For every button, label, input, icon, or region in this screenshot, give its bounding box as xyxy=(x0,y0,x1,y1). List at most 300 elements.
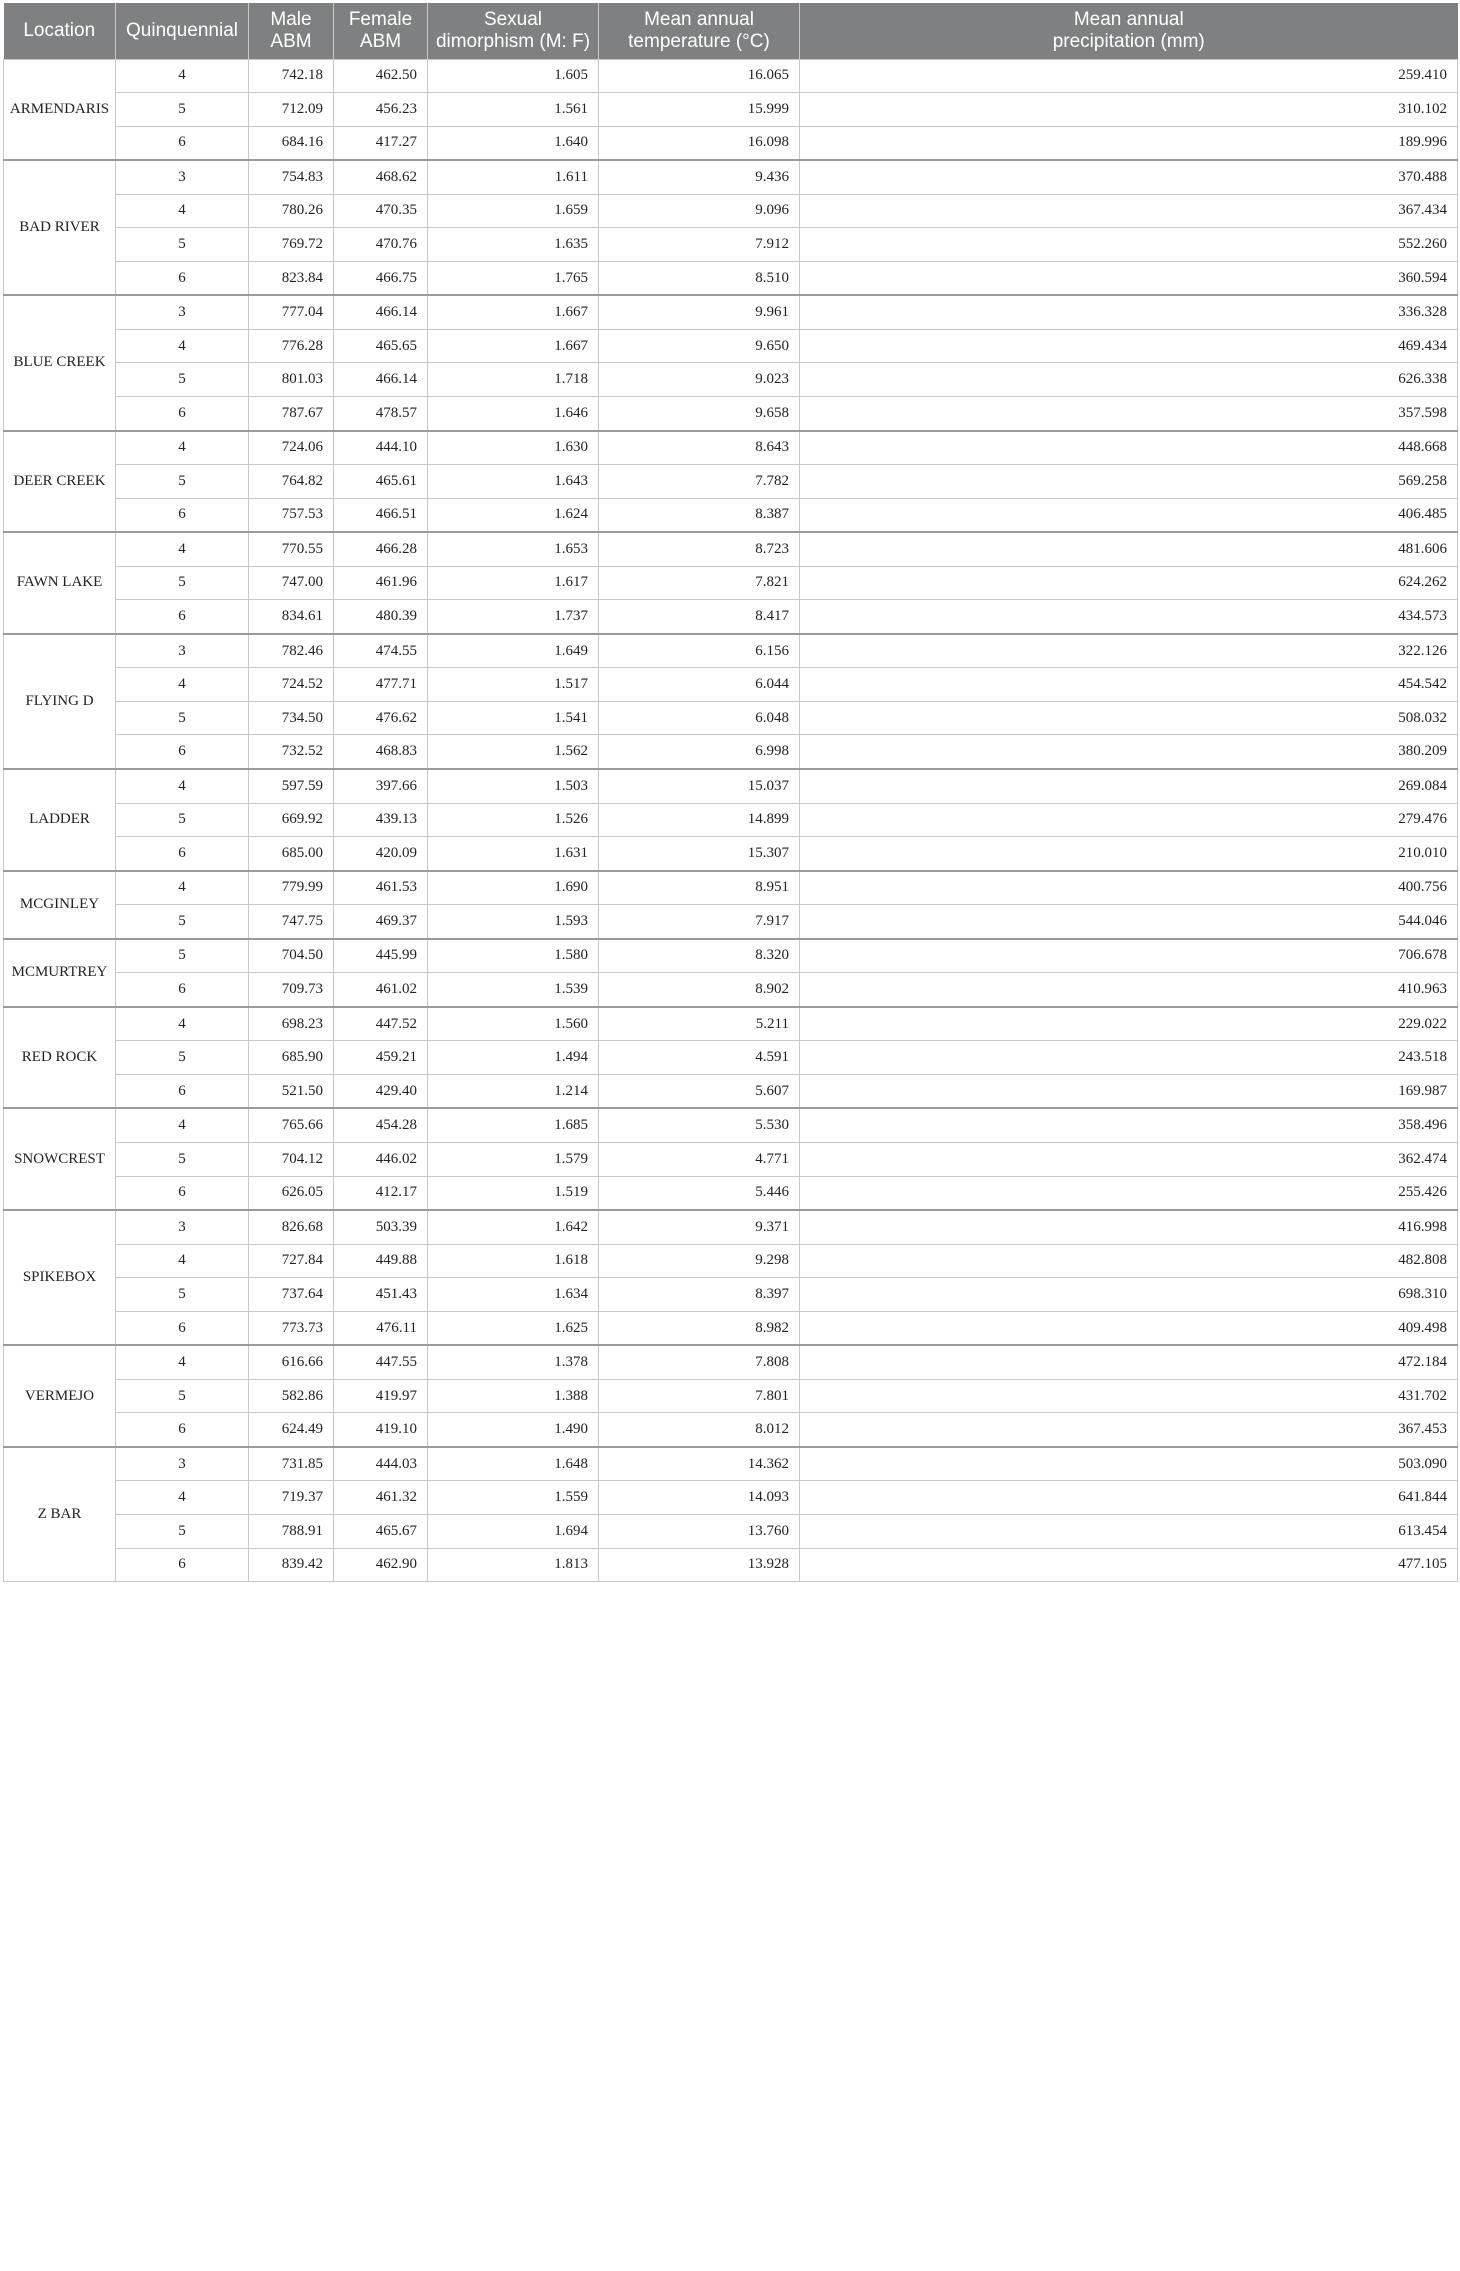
table-row xyxy=(4,973,1458,1007)
location-cell: ARMENDARIS xyxy=(4,59,116,160)
male-abm-cell: 787.67 xyxy=(249,396,334,430)
precipitation-cell: 380.209 xyxy=(800,735,1458,769)
quinquennial-cell: 5 xyxy=(116,93,249,127)
location-cell: SNOWCREST xyxy=(4,1108,116,1210)
female-abm-cell: 444.03 xyxy=(334,1447,428,1481)
quinquennial-cell: 5 xyxy=(116,701,249,735)
dimorphism-cell: 1.631 xyxy=(428,837,599,871)
temperature-cell: 8.397 xyxy=(599,1278,800,1312)
table-row xyxy=(4,803,1458,837)
female-abm-cell: 478.57 xyxy=(334,396,428,430)
male-abm-cell: 839.42 xyxy=(249,1548,334,1582)
table-row xyxy=(4,1481,1458,1515)
female-abm-cell: 466.14 xyxy=(334,295,428,329)
table-row xyxy=(4,396,1458,430)
precipitation-cell: 477.105 xyxy=(800,1548,1458,1582)
female-abm-cell: 439.13 xyxy=(334,803,428,837)
precipitation-cell: 706.678 xyxy=(800,939,1458,973)
precipitation-cell: 544.046 xyxy=(800,905,1458,939)
temperature-cell: 4.771 xyxy=(599,1143,800,1177)
female-abm-cell: 397.66 xyxy=(334,769,428,803)
female-abm-cell: 449.88 xyxy=(334,1244,428,1278)
quinquennial-cell: 6 xyxy=(116,1176,249,1210)
male-abm-cell: 719.37 xyxy=(249,1481,334,1515)
temperature-cell: 16.098 xyxy=(599,126,800,160)
quinquennial-cell: 6 xyxy=(116,498,249,532)
male-abm-cell: 685.90 xyxy=(249,1041,334,1075)
temperature-cell: 8.387 xyxy=(599,498,800,532)
male-abm-cell: 742.18 xyxy=(249,59,334,93)
table-row xyxy=(4,261,1458,295)
location-cell: Z BAR xyxy=(4,1447,116,1582)
dimorphism-cell: 1.517 xyxy=(428,668,599,702)
male-abm-cell: 582.86 xyxy=(249,1379,334,1413)
table-row xyxy=(4,1041,1458,1075)
precipitation-cell: 279.476 xyxy=(800,803,1458,837)
female-abm-cell: 459.21 xyxy=(334,1041,428,1075)
male-abm-cell: 732.52 xyxy=(249,735,334,769)
male-abm-cell: 704.50 xyxy=(249,939,334,973)
female-abm-cell: 461.02 xyxy=(334,973,428,1007)
dimorphism-cell: 1.618 xyxy=(428,1244,599,1278)
precipitation-cell: 434.573 xyxy=(800,600,1458,634)
female-abm-cell: 429.40 xyxy=(334,1074,428,1108)
female-abm-cell: 465.67 xyxy=(334,1515,428,1549)
dimorphism-cell: 1.653 xyxy=(428,532,599,566)
male-abm-cell: 764.82 xyxy=(249,465,334,499)
precipitation-cell: 481.606 xyxy=(800,532,1458,566)
dimorphism-cell: 1.813 xyxy=(428,1548,599,1582)
temperature-cell: 13.760 xyxy=(599,1515,800,1549)
temperature-cell: 14.362 xyxy=(599,1447,800,1481)
table-row xyxy=(4,1108,1458,1142)
table-row xyxy=(4,837,1458,871)
quinquennial-cell: 4 xyxy=(116,1244,249,1278)
male-abm-cell: 754.83 xyxy=(249,160,334,194)
quinquennial-cell: 4 xyxy=(116,1007,249,1041)
quinquennial-cell: 6 xyxy=(116,126,249,160)
dimorphism-cell: 1.526 xyxy=(428,803,599,837)
precipitation-cell: 243.518 xyxy=(800,1041,1458,1075)
quinquennial-cell: 5 xyxy=(116,803,249,837)
temperature-cell: 7.912 xyxy=(599,228,800,262)
temperature-cell: 14.899 xyxy=(599,803,800,837)
precipitation-cell: 362.474 xyxy=(800,1143,1458,1177)
female-abm-cell: 469.37 xyxy=(334,905,428,939)
dimorphism-cell: 1.580 xyxy=(428,939,599,973)
data-table xyxy=(3,3,1458,1582)
location-cell: LADDER xyxy=(4,769,116,871)
male-abm-cell: 834.61 xyxy=(249,600,334,634)
table-row xyxy=(4,1345,1458,1379)
table-header xyxy=(4,3,1458,59)
column-header-quinquennial: Quinquennial xyxy=(116,3,249,59)
table-row xyxy=(4,735,1458,769)
precipitation-cell: 641.844 xyxy=(800,1481,1458,1515)
table-row xyxy=(4,1176,1458,1210)
temperature-cell: 8.982 xyxy=(599,1311,800,1345)
quinquennial-cell: 6 xyxy=(116,1548,249,1582)
temperature-cell: 8.320 xyxy=(599,939,800,973)
location-cell: SPIKEBOX xyxy=(4,1210,116,1345)
dimorphism-cell: 1.625 xyxy=(428,1311,599,1345)
table-row xyxy=(4,126,1458,160)
male-abm-cell: 779.99 xyxy=(249,871,334,905)
quinquennial-cell: 5 xyxy=(116,566,249,600)
location-cell: MCGINLEY xyxy=(4,871,116,939)
female-abm-cell: 480.39 xyxy=(334,600,428,634)
female-abm-cell: 466.51 xyxy=(334,498,428,532)
quinquennial-cell: 4 xyxy=(116,431,249,465)
header-row xyxy=(4,3,1458,59)
male-abm-cell: 780.26 xyxy=(249,194,334,228)
precipitation-cell: 454.542 xyxy=(800,668,1458,702)
male-abm-cell: 616.66 xyxy=(249,1345,334,1379)
column-header-location: Location xyxy=(4,3,116,59)
quinquennial-cell: 5 xyxy=(116,228,249,262)
male-abm-cell: 521.50 xyxy=(249,1074,334,1108)
precipitation-cell: 210.010 xyxy=(800,837,1458,871)
female-abm-cell: 474.55 xyxy=(334,634,428,668)
temperature-cell: 9.658 xyxy=(599,396,800,430)
female-abm-cell: 465.61 xyxy=(334,465,428,499)
temperature-cell: 9.436 xyxy=(599,160,800,194)
quinquennial-cell: 5 xyxy=(116,1278,249,1312)
quinquennial-cell: 6 xyxy=(116,735,249,769)
female-abm-cell: 419.97 xyxy=(334,1379,428,1413)
precipitation-cell: 360.594 xyxy=(800,261,1458,295)
quinquennial-cell: 4 xyxy=(116,59,249,93)
temperature-cell: 14.093 xyxy=(599,1481,800,1515)
quinquennial-cell: 6 xyxy=(116,1413,249,1447)
quinquennial-cell: 4 xyxy=(116,194,249,228)
table-row xyxy=(4,431,1458,465)
female-abm-cell: 445.99 xyxy=(334,939,428,973)
table-row xyxy=(4,363,1458,397)
male-abm-cell: 776.28 xyxy=(249,329,334,363)
temperature-cell: 8.510 xyxy=(599,261,800,295)
quinquennial-cell: 5 xyxy=(116,1379,249,1413)
table-row xyxy=(4,59,1458,93)
precipitation-cell: 255.426 xyxy=(800,1176,1458,1210)
dimorphism-cell: 1.378 xyxy=(428,1345,599,1379)
temperature-cell: 8.643 xyxy=(599,431,800,465)
quinquennial-cell: 4 xyxy=(116,1345,249,1379)
female-abm-cell: 462.50 xyxy=(334,59,428,93)
dimorphism-cell: 1.593 xyxy=(428,905,599,939)
quinquennial-cell: 6 xyxy=(116,396,249,430)
temperature-cell: 6.048 xyxy=(599,701,800,735)
male-abm-cell: 709.73 xyxy=(249,973,334,1007)
quinquennial-cell: 3 xyxy=(116,160,249,194)
temperature-cell: 9.650 xyxy=(599,329,800,363)
male-abm-cell: 727.84 xyxy=(249,1244,334,1278)
male-abm-cell: 788.91 xyxy=(249,1515,334,1549)
female-abm-cell: 461.96 xyxy=(334,566,428,600)
dimorphism-cell: 1.718 xyxy=(428,363,599,397)
male-abm-cell: 737.64 xyxy=(249,1278,334,1312)
table-row xyxy=(4,160,1458,194)
dimorphism-cell: 1.579 xyxy=(428,1143,599,1177)
temperature-cell: 6.998 xyxy=(599,735,800,769)
dimorphism-cell: 1.388 xyxy=(428,1379,599,1413)
quinquennial-cell: 4 xyxy=(116,532,249,566)
dimorphism-cell: 1.559 xyxy=(428,1481,599,1515)
temperature-cell: 9.371 xyxy=(599,1210,800,1244)
location-cell: RED ROCK xyxy=(4,1007,116,1109)
quinquennial-cell: 3 xyxy=(116,634,249,668)
female-abm-cell: 470.76 xyxy=(334,228,428,262)
precipitation-cell: 472.184 xyxy=(800,1345,1458,1379)
location-cell: FAWN LAKE xyxy=(4,532,116,634)
precipitation-cell: 482.808 xyxy=(800,1244,1458,1278)
temperature-cell: 8.723 xyxy=(599,532,800,566)
table-row xyxy=(4,939,1458,973)
quinquennial-cell: 5 xyxy=(116,939,249,973)
female-abm-cell: 419.10 xyxy=(334,1413,428,1447)
table-row xyxy=(4,1007,1458,1041)
dimorphism-cell: 1.667 xyxy=(428,295,599,329)
male-abm-cell: 724.52 xyxy=(249,668,334,702)
table-row xyxy=(4,871,1458,905)
temperature-cell: 5.607 xyxy=(599,1074,800,1108)
dimorphism-cell: 1.560 xyxy=(428,1007,599,1041)
table-row xyxy=(4,93,1458,127)
female-abm-cell: 468.83 xyxy=(334,735,428,769)
temperature-cell: 7.821 xyxy=(599,566,800,600)
precipitation-cell: 400.756 xyxy=(800,871,1458,905)
female-abm-cell: 456.23 xyxy=(334,93,428,127)
female-abm-cell: 503.39 xyxy=(334,1210,428,1244)
precipitation-cell: 409.498 xyxy=(800,1311,1458,1345)
male-abm-cell: 777.04 xyxy=(249,295,334,329)
precipitation-cell: 431.702 xyxy=(800,1379,1458,1413)
precipitation-cell: 370.488 xyxy=(800,160,1458,194)
table-row xyxy=(4,329,1458,363)
temperature-cell: 15.307 xyxy=(599,837,800,871)
male-abm-cell: 684.16 xyxy=(249,126,334,160)
female-abm-cell: 476.62 xyxy=(334,701,428,735)
dimorphism-cell: 1.539 xyxy=(428,973,599,1007)
dimorphism-cell: 1.503 xyxy=(428,769,599,803)
dimorphism-cell: 1.646 xyxy=(428,396,599,430)
dimorphism-cell: 1.685 xyxy=(428,1108,599,1142)
precipitation-cell: 169.987 xyxy=(800,1074,1458,1108)
quinquennial-cell: 3 xyxy=(116,295,249,329)
temperature-cell: 15.037 xyxy=(599,769,800,803)
precipitation-cell: 624.262 xyxy=(800,566,1458,600)
male-abm-cell: 704.12 xyxy=(249,1143,334,1177)
quinquennial-cell: 5 xyxy=(116,1515,249,1549)
table-row xyxy=(4,1379,1458,1413)
column-header-mean-precipitation: Mean annual precipitation (mm) xyxy=(800,3,1458,59)
male-abm-cell: 757.53 xyxy=(249,498,334,532)
dimorphism-cell: 1.605 xyxy=(428,59,599,93)
temperature-cell: 5.530 xyxy=(599,1108,800,1142)
female-abm-cell: 466.14 xyxy=(334,363,428,397)
female-abm-cell: 412.17 xyxy=(334,1176,428,1210)
dimorphism-cell: 1.765 xyxy=(428,261,599,295)
dimorphism-cell: 1.490 xyxy=(428,1413,599,1447)
male-abm-cell: 626.05 xyxy=(249,1176,334,1210)
column-header-sexual-dimorphism: Sexual dimorphism (M: F) xyxy=(428,3,599,59)
precipitation-cell: 508.032 xyxy=(800,701,1458,735)
quinquennial-cell: 4 xyxy=(116,329,249,363)
quinquennial-cell: 3 xyxy=(116,1210,249,1244)
male-abm-cell: 801.03 xyxy=(249,363,334,397)
male-abm-cell: 826.68 xyxy=(249,1210,334,1244)
quinquennial-cell: 5 xyxy=(116,1041,249,1075)
column-header-female-abm: Female ABM xyxy=(334,3,428,59)
table-row xyxy=(4,1515,1458,1549)
precipitation-cell: 269.084 xyxy=(800,769,1458,803)
dimorphism-cell: 1.649 xyxy=(428,634,599,668)
precipitation-cell: 698.310 xyxy=(800,1278,1458,1312)
table-row xyxy=(4,1311,1458,1345)
table-row xyxy=(4,465,1458,499)
dimorphism-cell: 1.640 xyxy=(428,126,599,160)
dimorphism-cell: 1.617 xyxy=(428,566,599,600)
table-row xyxy=(4,1244,1458,1278)
female-abm-cell: 446.02 xyxy=(334,1143,428,1177)
temperature-cell: 8.012 xyxy=(599,1413,800,1447)
male-abm-cell: 823.84 xyxy=(249,261,334,295)
table-row xyxy=(4,1210,1458,1244)
dimorphism-cell: 1.642 xyxy=(428,1210,599,1244)
male-abm-cell: 765.66 xyxy=(249,1108,334,1142)
temperature-cell: 9.096 xyxy=(599,194,800,228)
table-row xyxy=(4,566,1458,600)
precipitation-cell: 613.454 xyxy=(800,1515,1458,1549)
male-abm-cell: 712.09 xyxy=(249,93,334,127)
dimorphism-cell: 1.737 xyxy=(428,600,599,634)
female-abm-cell: 417.27 xyxy=(334,126,428,160)
precipitation-cell: 503.090 xyxy=(800,1447,1458,1481)
quinquennial-cell: 5 xyxy=(116,465,249,499)
male-abm-cell: 685.00 xyxy=(249,837,334,871)
dimorphism-cell: 1.635 xyxy=(428,228,599,262)
dimorphism-cell: 1.611 xyxy=(428,160,599,194)
column-header-mean-temperature: Mean annual temperature (°C) xyxy=(599,3,800,59)
dimorphism-cell: 1.634 xyxy=(428,1278,599,1312)
female-abm-cell: 466.75 xyxy=(334,261,428,295)
dimorphism-cell: 1.624 xyxy=(428,498,599,532)
table-body xyxy=(4,59,1458,1582)
temperature-cell: 9.298 xyxy=(599,1244,800,1278)
male-abm-cell: 731.85 xyxy=(249,1447,334,1481)
temperature-cell: 8.951 xyxy=(599,871,800,905)
table-row xyxy=(4,600,1458,634)
quinquennial-cell: 6 xyxy=(116,973,249,1007)
location-cell: FLYING D xyxy=(4,634,116,769)
precipitation-cell: 367.453 xyxy=(800,1413,1458,1447)
male-abm-cell: 782.46 xyxy=(249,634,334,668)
female-abm-cell: 462.90 xyxy=(334,1548,428,1582)
dimorphism-cell: 1.690 xyxy=(428,871,599,905)
precipitation-cell: 259.410 xyxy=(800,59,1458,93)
temperature-cell: 13.928 xyxy=(599,1548,800,1582)
dimorphism-cell: 1.494 xyxy=(428,1041,599,1075)
temperature-cell: 7.782 xyxy=(599,465,800,499)
quinquennial-cell: 4 xyxy=(116,668,249,702)
quinquennial-cell: 4 xyxy=(116,871,249,905)
male-abm-cell: 669.92 xyxy=(249,803,334,837)
precipitation-cell: 322.126 xyxy=(800,634,1458,668)
male-abm-cell: 624.49 xyxy=(249,1413,334,1447)
quinquennial-cell: 4 xyxy=(116,1108,249,1142)
temperature-cell: 8.417 xyxy=(599,600,800,634)
male-abm-cell: 747.75 xyxy=(249,905,334,939)
dimorphism-cell: 1.562 xyxy=(428,735,599,769)
precipitation-cell: 358.496 xyxy=(800,1108,1458,1142)
precipitation-cell: 310.102 xyxy=(800,93,1458,127)
female-abm-cell: 477.71 xyxy=(334,668,428,702)
female-abm-cell: 461.53 xyxy=(334,871,428,905)
precipitation-cell: 469.434 xyxy=(800,329,1458,363)
female-abm-cell: 461.32 xyxy=(334,1481,428,1515)
table-row xyxy=(4,905,1458,939)
dimorphism-cell: 1.630 xyxy=(428,431,599,465)
table-row xyxy=(4,634,1458,668)
male-abm-cell: 773.73 xyxy=(249,1311,334,1345)
dimorphism-cell: 1.519 xyxy=(428,1176,599,1210)
table-row xyxy=(4,769,1458,803)
temperature-cell: 7.801 xyxy=(599,1379,800,1413)
temperature-cell: 16.065 xyxy=(599,59,800,93)
table-row xyxy=(4,194,1458,228)
quinquennial-cell: 6 xyxy=(116,1074,249,1108)
temperature-cell: 15.999 xyxy=(599,93,800,127)
temperature-cell: 9.023 xyxy=(599,363,800,397)
temperature-cell: 4.591 xyxy=(599,1041,800,1075)
precipitation-cell: 189.996 xyxy=(800,126,1458,160)
table-row xyxy=(4,668,1458,702)
precipitation-cell: 416.998 xyxy=(800,1210,1458,1244)
table-row xyxy=(4,1447,1458,1481)
dimorphism-cell: 1.561 xyxy=(428,93,599,127)
location-cell: DEER CREEK xyxy=(4,431,116,533)
table-row xyxy=(4,498,1458,532)
dimorphism-cell: 1.541 xyxy=(428,701,599,735)
temperature-cell: 8.902 xyxy=(599,973,800,1007)
quinquennial-cell: 4 xyxy=(116,769,249,803)
location-cell: BLUE CREEK xyxy=(4,295,116,430)
female-abm-cell: 447.52 xyxy=(334,1007,428,1041)
quinquennial-cell: 4 xyxy=(116,1481,249,1515)
precipitation-cell: 626.338 xyxy=(800,363,1458,397)
quinquennial-cell: 5 xyxy=(116,905,249,939)
male-abm-cell: 698.23 xyxy=(249,1007,334,1041)
quinquennial-cell: 6 xyxy=(116,837,249,871)
quinquennial-cell: 6 xyxy=(116,1311,249,1345)
temperature-cell: 9.961 xyxy=(599,295,800,329)
precipitation-cell: 569.258 xyxy=(800,465,1458,499)
table-row xyxy=(4,701,1458,735)
precipitation-cell: 448.668 xyxy=(800,431,1458,465)
table-row xyxy=(4,295,1458,329)
male-abm-cell: 747.00 xyxy=(249,566,334,600)
location-cell: MCMURTREY xyxy=(4,939,116,1007)
table-row xyxy=(4,532,1458,566)
dimorphism-cell: 1.667 xyxy=(428,329,599,363)
quinquennial-cell: 3 xyxy=(116,1447,249,1481)
female-abm-cell: 466.28 xyxy=(334,532,428,566)
precipitation-cell: 367.434 xyxy=(800,194,1458,228)
female-abm-cell: 451.43 xyxy=(334,1278,428,1312)
table-row xyxy=(4,1278,1458,1312)
precipitation-cell: 552.260 xyxy=(800,228,1458,262)
female-abm-cell: 476.11 xyxy=(334,1311,428,1345)
